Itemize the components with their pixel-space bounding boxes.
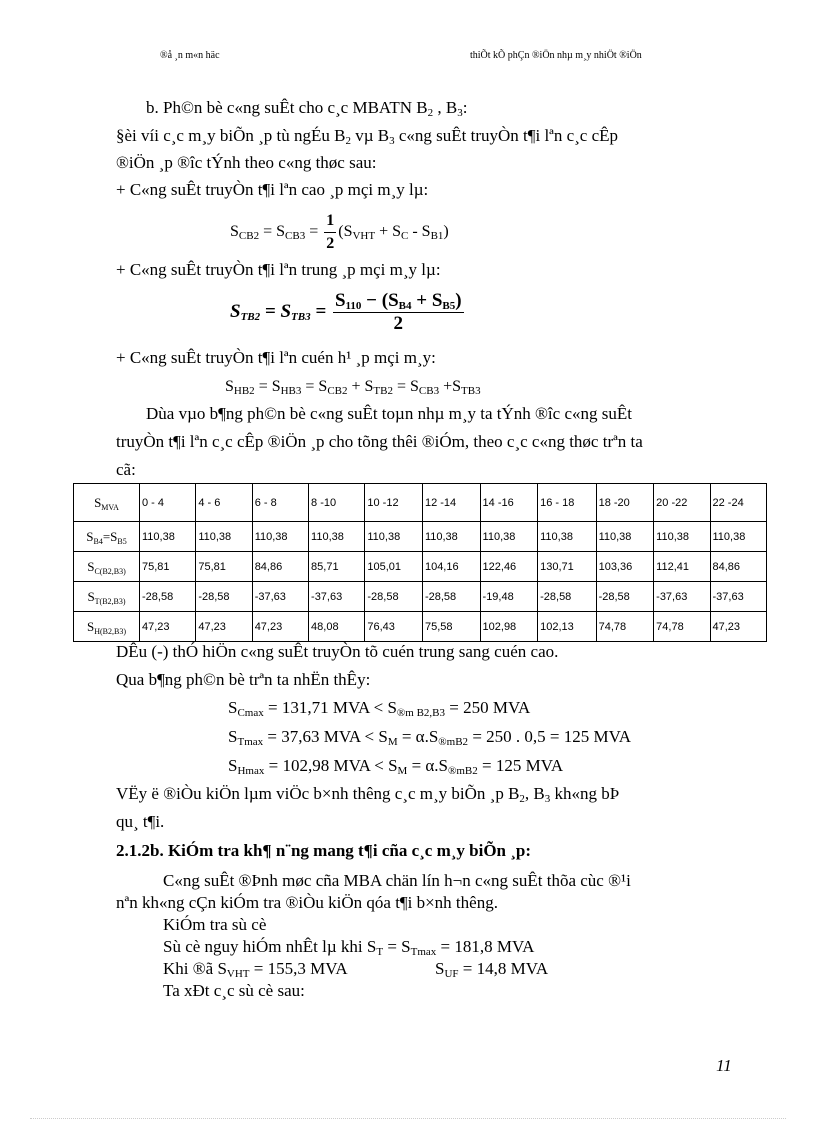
table-cell: 74,78 — [596, 612, 654, 642]
p2-line-1: C«ng suÊt ®Þnh møc cña MBA chän lín h¬n c«ng suÊt thõa cùc ®¹i — [163, 871, 631, 890]
table-cell: 110,38 — [196, 522, 252, 552]
table-cell: 110,38 — [710, 522, 767, 552]
conclusion-line-1: VËy ë ®iÒu kiÖn lµm viÖc b×nh thêng c¸c m¸y biÕn ¸p $B_2$, $B_3$ kh«ng bÞ — [116, 784, 620, 805]
section-2-title: 2.1.2b. KiÓm tra kh¶ n¨ng mang t¶i cña c¸c m¸y biÕn ¸p: — [116, 841, 532, 860]
p2-line-2: nªn kh«ng cÇn kiÓm tra ®iÒu kiÖn qóa t¶i b×nh thêng. — [116, 893, 498, 912]
condition-ha: $S_{Hmax} = 102,98$ MVA < $S_M = \alpha.S_{®mB2} = 125$ MVA — [228, 756, 564, 777]
intro-line-1: §èi víi c¸c m¸y biÕn ¸p tù ngÉu $B_2$ vµ $B_3$ c«ng suÊt truyÒn t¶i lªn c¸c cÊp — [116, 126, 619, 147]
table-column-header: 16 - 18 — [538, 484, 596, 522]
table-row — [74, 522, 767, 552]
table-cell: 76,43 — [365, 612, 423, 642]
condition-cao: $S_{Cmax} = 131,71$ MVA < $S_{®m B2,B3} = 250$ MVA — [228, 698, 531, 719]
table-column-header: 14 -16 — [480, 484, 538, 522]
table-cell: 130,71 — [538, 552, 596, 582]
table-cell: 110,38 — [309, 522, 365, 552]
table-row-label: $S_{H(B2,B3)}$ — [74, 612, 140, 642]
table-column-header: 22 -24 — [710, 484, 767, 522]
paragraph-line-2: truyÒn t¶i lªn c¸c cÊp ®iÖn ¸p cho tõng thêi ®iÓm, theo c¸c c«ng thøc trªn ta — [116, 432, 643, 451]
p2-line-4: Sù cè nguy hiÓm nhÊt lµ khi $S_T = S_{Tmax} = 181,8$ MVA — [163, 937, 535, 958]
cao-label: + C«ng suÊt truyÒn t¶i lªn cao ¸p mçi m¸y lµ: — [116, 180, 429, 199]
table-cell: -28,58 — [538, 582, 596, 612]
table-cell: 47,23 — [252, 612, 308, 642]
table-cell: -37,63 — [654, 582, 710, 612]
table-row — [74, 612, 767, 642]
table-cell: -28,58 — [365, 582, 423, 612]
table-cell: -28,58 — [422, 582, 480, 612]
table-cell: 74,78 — [654, 612, 710, 642]
table-cell: 110,38 — [252, 522, 308, 552]
section-b-title: b. Ph©n bè c«ng suÊt cho c¸c MBATN $B_2$ , $B_3$: — [146, 98, 468, 119]
table-column-header: 4 - 6 — [196, 484, 252, 522]
table-column-header: 18 -20 — [596, 484, 654, 522]
table-cell: -37,63 — [309, 582, 365, 612]
page-number: 11 — [716, 1056, 732, 1075]
condition-trung: $S_{Tmax} = 37,63$ MVA < $S_M = \alpha.S_{®mB2} = 250$ . 0,5 = 125 MVA — [228, 727, 631, 748]
table-row — [74, 552, 767, 582]
table-cell: 102,98 — [480, 612, 538, 642]
table-row — [74, 582, 767, 612]
table-column-header: 12 -14 — [422, 484, 480, 522]
table-cell: 47,23 — [710, 612, 767, 642]
table-cell: 48,08 — [309, 612, 365, 642]
p2-line-6: Ta xÐt c¸c sù cè sau: — [163, 981, 305, 1000]
trung-label: + C«ng suÊt truyÒn t¶i lªn trung ¸p mçi m¸y lµ: — [116, 260, 441, 279]
paragraph-line-1: Dùa vµo b¶ng ph©n bè c«ng suÊt toµn nhµ m¸y ta tÝnh ®îc c«ng suÊt — [146, 404, 632, 423]
ha-label: + C«ng suÊt truyÒn t¶i lªn cuén h¹ ¸p mçi m¸y: — [116, 348, 436, 367]
table-header-label: $S_{MVA}$ — [74, 484, 140, 522]
table-cell: 110,38 — [654, 522, 710, 552]
table-cell: 110,38 — [596, 522, 654, 552]
table-row-label: $S_{C(B2,B3)}$ — [74, 552, 140, 582]
header-left: ®å ¸n m«n häc — [160, 50, 220, 61]
table-cell: 122,46 — [480, 552, 538, 582]
table-header-row — [74, 484, 767, 522]
table-cell: 105,01 — [365, 552, 423, 582]
table-column-header: 6 - 8 — [252, 484, 308, 522]
table-cell: -37,63 — [252, 582, 308, 612]
table-cell: -28,58 — [596, 582, 654, 612]
equation-ha: $S_{HB2} = S_{HB3} = S_{CB2} + S_{TB2} = S_{CB3} +S_{TB3}$ — [225, 378, 481, 397]
table-cell: 75,81 — [196, 552, 252, 582]
equation-trung: $S_{TB2} = S_{TB3}$ = $\frac{S_{110} - (S_{B4} + S_{B5})}{2}$ — [230, 290, 462, 334]
p2-line-5-uf: $S_{UF} = 14,8$ MVA — [435, 959, 549, 980]
table-cell: 102,13 — [538, 612, 596, 642]
table-cell: 110,38 — [365, 522, 423, 552]
table-cell: 75,81 — [140, 552, 196, 582]
table-cell: 47,23 — [196, 612, 252, 642]
table-cell: -19,48 — [480, 582, 538, 612]
table-cell: 110,38 — [480, 522, 538, 552]
p2-line-3: KiÓm tra sù cè — [163, 915, 267, 934]
table-cell: 84,86 — [252, 552, 308, 582]
equation-cao: $S_{CB2} = S_{CB3}$ = $\frac{1}{2}$ $(S_{VHT} + S_C - S_{B1})$ — [230, 212, 449, 252]
table-row-label: $S_{T(B2,B3)}$ — [74, 582, 140, 612]
table-cell: 47,23 — [140, 612, 196, 642]
note-sign: DÊu (-) thÓ hiÖn c«ng suÊt truyÒn tõ cuén trung sang cuén cao. — [116, 642, 559, 661]
paragraph-line-3: cã: — [116, 460, 136, 479]
conclusion-line-2: qu¸ t¶i. — [116, 812, 165, 831]
table-cell: 85,71 — [309, 552, 365, 582]
table-cell: 104,16 — [422, 552, 480, 582]
table-row-label: $S_{B4}=S_{B5}$ — [74, 522, 140, 552]
table-cell: -28,58 — [196, 582, 252, 612]
table-cell: 84,86 — [710, 552, 767, 582]
table-column-header: 10 -12 — [365, 484, 423, 522]
table-cell: 75,58 — [422, 612, 480, 642]
table-cell: 103,36 — [596, 552, 654, 582]
table-cell: -28,58 — [140, 582, 196, 612]
table-column-header: 8 -10 — [309, 484, 365, 522]
table-column-header: 20 -22 — [654, 484, 710, 522]
note-table: Qua b¶ng ph©n bè trªn ta nhËn thÊy: — [116, 670, 371, 689]
table-column-header: 0 - 4 — [140, 484, 196, 522]
intro-line-2: ®iÖn ¸p ®îc tÝnh theo c«ng thøc sau: — [116, 153, 377, 172]
p2-line-5: Khi ®ã $S_{VHT} = 155,3$ MVA — [163, 959, 348, 980]
table-cell: 110,38 — [422, 522, 480, 552]
power-distribution-table — [73, 483, 767, 642]
footer-divider — [30, 1118, 786, 1119]
header-right: thiÕt kÕ phÇn ®iÖn nhµ m¸y nhiÖt ®iÖn — [470, 50, 642, 61]
table-cell: 110,38 — [538, 522, 596, 552]
table-cell: 112,41 — [654, 552, 710, 582]
table-cell: 110,38 — [140, 522, 196, 552]
table-cell: -37,63 — [710, 582, 767, 612]
